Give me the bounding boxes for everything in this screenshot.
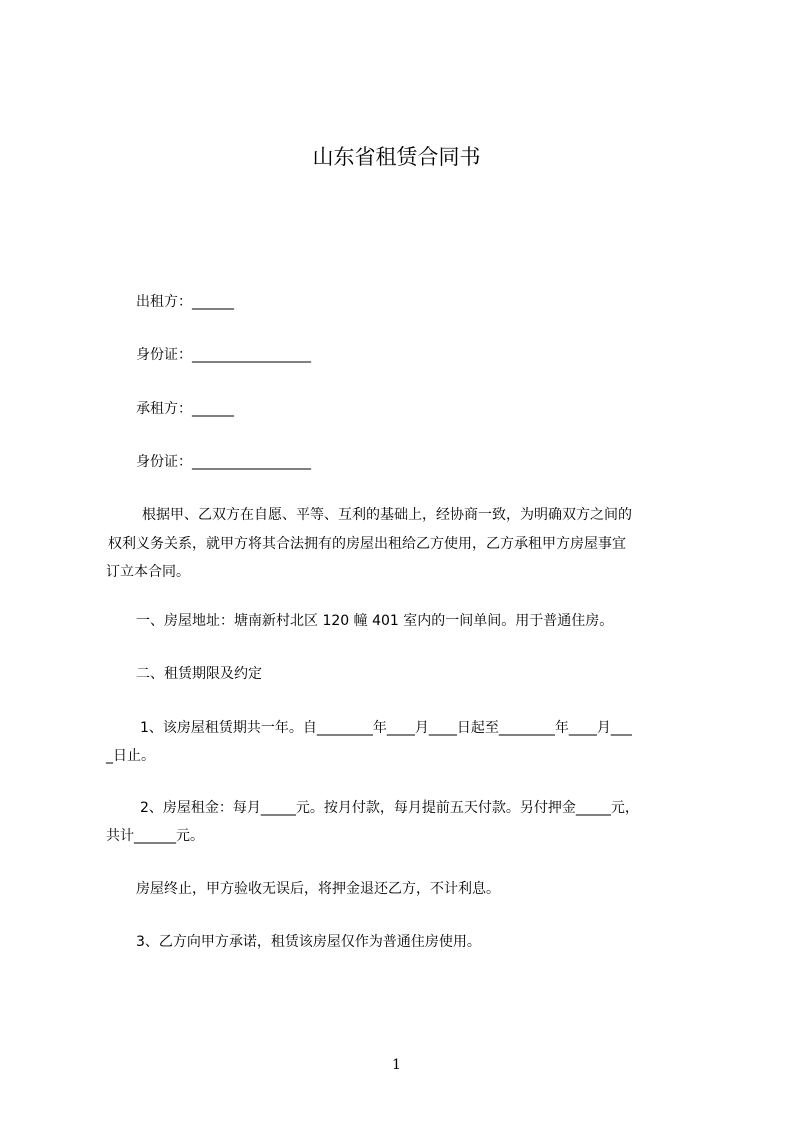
clause-3-line: 3、乙方向甲方承诺，租赁该房屋仅作为普通住房使用。 (136, 934, 481, 950)
section-1-address: 一、房屋地址：塘南新村北区 120 幢 401 室内的一间单间。用于普通住房。 (136, 613, 614, 629)
clause-2-line-2: 共计______元。 (106, 828, 204, 844)
termination-line: 房屋终止，甲方验收无误后，将押金退还乙方，不计利息。 (136, 881, 500, 897)
lessee-line: 承租方：______ (136, 401, 234, 417)
document-title: 山东省租赁合同书 (312, 145, 481, 169)
lessor-id-line: 身份证：_________________ (136, 347, 311, 363)
lessor-line: 出租方：______ (136, 294, 234, 310)
intro-line-3: 订立本合同。 (106, 564, 190, 580)
clause-1-line-2: _日止。 (106, 748, 155, 764)
section-2-heading: 二、租赁期限及约定 (136, 666, 262, 682)
clause-2-line-1: 2、房屋租金：每月_____元。按月付款，每月提前五天付款。另付押金_____元， (140, 800, 639, 816)
intro-line-2: 权利义务关系，就甲方将其合法拥有的房屋出租给乙方使用，乙方承租甲方房屋事宜 (108, 536, 626, 552)
clause-1-line-1: 1、该房屋租赁期共一年。自________年____月____日起至________年____月___ (140, 720, 632, 736)
page-number: 1 (392, 1057, 401, 1073)
intro-line-1: 根据甲、乙双方在自愿、平等、互利的基础上，经协商一致，为明确双方之间的 (142, 507, 632, 523)
lessee-id-line: 身份证：_________________ (136, 454, 311, 470)
